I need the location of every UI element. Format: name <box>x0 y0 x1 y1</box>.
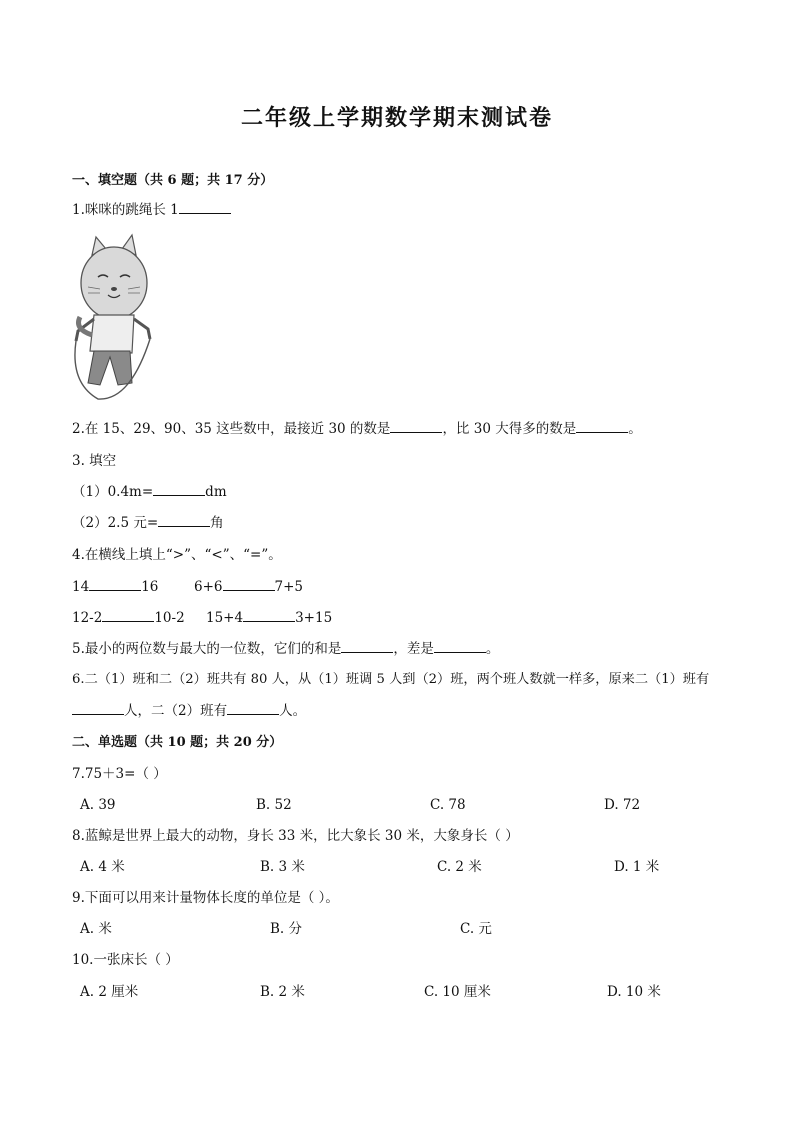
answer-blank[interactable] <box>223 578 275 591</box>
question-2-text-a: 2.在 15、29、90、35 这些数中，最接近 30 的数是 <box>72 421 391 437</box>
option-c[interactable]: C. 元 <box>460 921 492 937</box>
question-4-row-2b <box>206 609 332 627</box>
option-c[interactable]: C. 78 <box>430 797 466 813</box>
question-5-text-c: 。 <box>485 641 500 657</box>
question-4-row-1a <box>72 578 158 596</box>
option-c[interactable]: C. 2 米 <box>437 859 482 875</box>
answer-blank[interactable] <box>153 483 205 496</box>
expr: 16 <box>141 579 159 595</box>
answer-blank[interactable] <box>390 420 442 433</box>
answer-blank[interactable] <box>341 640 393 653</box>
question-9: 9.下面可以用来计量物体长度的单位是（ ）。 <box>72 890 339 906</box>
question-3: 3. 填空 <box>72 453 117 469</box>
question-6-text-b: 人。 <box>279 703 307 719</box>
question-1-text: 1.咪咪的跳绳长 1 <box>72 202 179 218</box>
option-d[interactable]: D. 1 米 <box>614 859 660 875</box>
section-2-heading: 二、单选题（共 10 题；共 20 分） <box>72 735 283 750</box>
question-4-row-1b <box>194 578 303 596</box>
question-3-part-2-text-a: （2）2.5 元= <box>72 515 159 531</box>
option-b[interactable]: B. 2 米 <box>260 984 305 1000</box>
answer-blank[interactable] <box>227 702 279 715</box>
question-6-line-2 <box>72 702 306 720</box>
option-b[interactable]: B. 3 米 <box>260 859 305 875</box>
answer-blank[interactable] <box>158 514 210 527</box>
question-3-part-2 <box>72 514 224 532</box>
question-2-text-b: ，比 30 大得多的数是 <box>442 421 577 437</box>
question-4-row-2a <box>72 609 185 627</box>
option-a[interactable]: A. 2 厘米 <box>80 984 139 1000</box>
question-5 <box>72 640 499 658</box>
option-a[interactable]: A. 米 <box>80 921 112 937</box>
expr: 14 <box>72 579 90 595</box>
expr: 7+5 <box>274 579 303 595</box>
question-3-part-1-text-b: dm <box>205 484 227 500</box>
question-8: 8.蓝鲸是世界上最大的动物，身长 33 米，比大象长 30 米，大象身长（ ） <box>72 828 519 844</box>
question-5-text-b: ，差是 <box>393 641 434 657</box>
answer-blank[interactable] <box>89 578 141 591</box>
question-4: 4.在横线上填上“>”、“<”、“=”。 <box>72 547 282 563</box>
page-title: 二年级上学期数学期末测试卷 <box>240 105 553 131</box>
question-5-text-a: 5.最小的两位数与最大的一位数，它们的和是 <box>72 641 342 657</box>
option-b[interactable]: B. 52 <box>256 797 292 813</box>
option-a[interactable]: A. 39 <box>80 797 116 813</box>
question-6-line-1: 6.二（1）班和二（2）班共有 80 人，从（1）班调 5 人到（2）班，两个班人数就一样多，原来二（1）班有 <box>72 672 710 687</box>
section-1-heading: 一、填空题（共 6 题；共 17 分） <box>72 173 274 188</box>
option-c[interactable]: C. 10 厘米 <box>424 984 491 1000</box>
question-7: 7.75＋3=（ ） <box>72 766 167 782</box>
option-b[interactable]: B. 分 <box>270 921 303 937</box>
question-3-part-1 <box>72 483 227 501</box>
expr: 6+6 <box>194 579 223 595</box>
question-1 <box>72 201 231 219</box>
option-a[interactable]: A. 4 米 <box>80 859 125 875</box>
answer-blank[interactable] <box>179 201 231 214</box>
question-6-text-a: 人，二（2）班有 <box>124 703 228 719</box>
answer-blank[interactable] <box>102 609 154 622</box>
cat-jumping-rope-image <box>70 233 160 401</box>
expr: 15+4 <box>206 610 244 626</box>
expr: 12-2 <box>72 610 103 626</box>
question-2 <box>72 420 642 438</box>
option-d[interactable]: D. 72 <box>604 797 641 813</box>
answer-blank[interactable] <box>243 609 295 622</box>
answer-blank[interactable] <box>434 640 486 653</box>
question-2-text-c: 。 <box>628 421 642 437</box>
option-d[interactable]: D. 10 米 <box>607 984 661 1000</box>
answer-blank[interactable] <box>72 702 124 715</box>
answer-blank[interactable] <box>576 420 628 433</box>
expr: 10-2 <box>154 610 185 626</box>
question-10: 10.一张床长（ ） <box>72 952 179 968</box>
question-3-part-1-text-a: （1）0.4m= <box>72 484 154 500</box>
question-3-part-2-text-b: 角 <box>210 515 224 531</box>
expr: 3+15 <box>295 610 333 626</box>
